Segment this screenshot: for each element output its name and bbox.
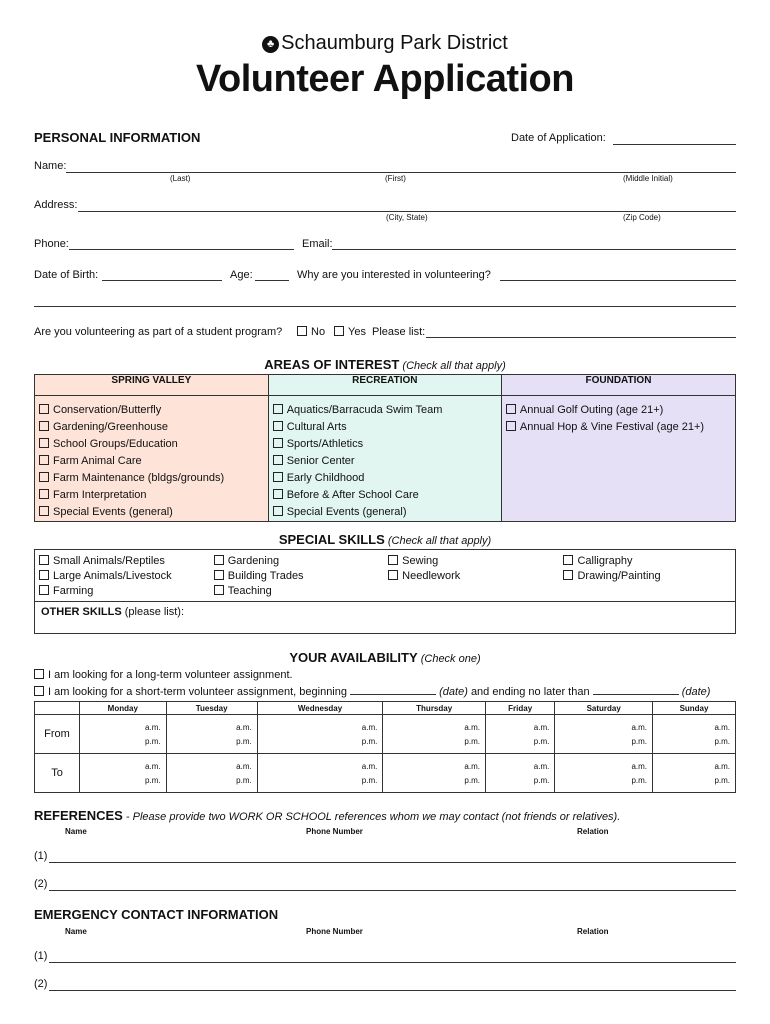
corner-cell xyxy=(35,702,80,715)
areas-of-interest-table xyxy=(34,374,736,522)
day-header: Friday xyxy=(485,702,554,715)
checkbox[interactable] xyxy=(39,585,49,595)
availability-table xyxy=(34,701,736,793)
address-field[interactable] xyxy=(78,211,736,212)
long-term-option[interactable]: I am looking for a long-term volunteer assignment. xyxy=(34,669,293,681)
time-cell[interactable]: a.m. p.m. xyxy=(485,715,554,754)
references-heading: REFERENCES - Please provide two WORK OR SCHOOL references whom we may contact (not friends or relatives). xyxy=(34,808,621,823)
time-cell[interactable]: a.m. p.m. xyxy=(555,754,653,793)
student-program-field[interactable] xyxy=(426,337,736,338)
time-cell[interactable]: a.m. p.m. xyxy=(80,715,167,754)
checkbox[interactable] xyxy=(39,438,49,448)
checkbox[interactable] xyxy=(39,421,49,431)
interest-option[interactable]: Before & After School Care xyxy=(273,487,501,504)
city-state-caption: (City, State) xyxy=(386,213,428,222)
emergency-1-field[interactable] xyxy=(49,962,736,963)
date-of-application-field[interactable] xyxy=(613,144,736,145)
short-term-option[interactable]: I am looking for a short-term volunteer assignment, beginning (date) and ending no later than (date) xyxy=(34,686,710,698)
checkbox[interactable] xyxy=(39,404,49,414)
time-cell[interactable]: a.m. p.m. xyxy=(555,715,653,754)
checkbox[interactable] xyxy=(273,438,283,448)
day-header: Sunday xyxy=(653,702,736,715)
interest-option[interactable]: Cultural Arts xyxy=(273,419,501,436)
why-volunteer-label: Why are you interested in volunteering? xyxy=(297,269,491,281)
org-name: ♣ Schaumburg Park District xyxy=(0,32,770,55)
availability-heading: YOUR AVAILABILITY (Check one) xyxy=(289,650,481,665)
why-volunteer-field-line2[interactable] xyxy=(34,306,736,307)
time-cell[interactable]: a.m. p.m. xyxy=(166,754,257,793)
ref-line-label: (2) xyxy=(34,878,48,890)
skills-column xyxy=(210,550,384,602)
date-of-application-label: Date of Application: xyxy=(511,132,606,144)
day-header: Saturday xyxy=(555,702,653,715)
checkbox[interactable] xyxy=(273,489,283,499)
last-name-caption: (Last) xyxy=(170,174,191,183)
interest-option[interactable]: Special Events (general) xyxy=(39,504,268,521)
end-date-field[interactable] xyxy=(593,694,679,695)
skill-option[interactable]: Sewing xyxy=(388,554,559,569)
address-label: Address: xyxy=(34,199,78,211)
checkbox[interactable] xyxy=(39,570,49,580)
checkbox[interactable] xyxy=(388,555,398,565)
phone-field[interactable] xyxy=(69,249,294,250)
ref-line-label: (1) xyxy=(34,850,48,862)
interest-option[interactable]: Aquatics/Barracuda Swim Team xyxy=(273,402,501,419)
emergency-heading: EMERGENCY CONTACT INFORMATION xyxy=(34,907,279,922)
email-field[interactable] xyxy=(332,249,736,250)
interest-option[interactable]: Early Childhood xyxy=(273,470,501,487)
name-label: Name: xyxy=(34,160,67,172)
interest-option[interactable]: Gardening/Greenhouse xyxy=(39,419,268,436)
special-skills-table xyxy=(34,549,736,634)
yes-checkbox[interactable] xyxy=(334,326,344,336)
other-skills-field[interactable]: OTHER SKILLS (please list): xyxy=(35,602,736,634)
middle-initial-caption: (Middle Initial) xyxy=(623,174,673,183)
skill-option[interactable]: Large Animals/Livestock xyxy=(39,569,210,584)
time-cell[interactable]: a.m. p.m. xyxy=(166,715,257,754)
spring-valley-column xyxy=(35,396,269,522)
checkbox[interactable] xyxy=(563,570,573,580)
checkbox[interactable] xyxy=(214,570,224,580)
why-volunteer-field[interactable] xyxy=(500,280,736,281)
em-relation-col: Relation xyxy=(577,927,609,936)
checkbox[interactable] xyxy=(39,555,49,565)
time-cell[interactable]: a.m. p.m. xyxy=(80,754,167,793)
checkbox[interactable] xyxy=(273,455,283,465)
checkbox[interactable] xyxy=(39,455,49,465)
checkbox[interactable] xyxy=(39,472,49,482)
tree-logo-icon: ♣ xyxy=(262,36,279,53)
em-line-label: (2) xyxy=(34,978,48,990)
checkbox[interactable] xyxy=(39,489,49,499)
skills-column xyxy=(384,550,559,602)
checkbox[interactable] xyxy=(388,570,398,580)
personal-info-heading: PERSONAL INFORMATION xyxy=(34,130,201,145)
student-program-label: Are you volunteering as part of a student program? xyxy=(34,326,283,338)
checkbox[interactable] xyxy=(273,421,283,431)
reference-2-field[interactable] xyxy=(49,890,736,891)
dob-field[interactable] xyxy=(102,280,222,281)
time-cell[interactable]: a.m. p.m. xyxy=(485,754,554,793)
day-header: Monday xyxy=(80,702,167,715)
name-field[interactable] xyxy=(66,172,736,173)
checkbox[interactable] xyxy=(214,585,224,595)
interest-option[interactable]: Annual Golf Outing (age 21+) xyxy=(506,402,735,419)
student-yes-option[interactable]: Yes xyxy=(334,326,366,338)
checkbox[interactable] xyxy=(273,472,283,482)
skill-option[interactable]: Building Trades xyxy=(214,569,384,584)
time-cell[interactable]: a.m. p.m. xyxy=(383,754,486,793)
skills-heading: SPECIAL SKILLS (Check all that apply) xyxy=(278,532,492,547)
time-cell[interactable]: a.m. p.m. xyxy=(653,715,736,754)
skill-option[interactable]: Drawing/Painting xyxy=(563,569,735,584)
foundation-header: FOUNDATION xyxy=(501,375,735,396)
from-row-label: From xyxy=(35,715,80,754)
student-no-option[interactable]: No xyxy=(297,326,325,338)
skill-option[interactable]: Farming xyxy=(39,584,210,599)
spring-valley-header: SPRING VALLEY xyxy=(35,375,269,396)
checkbox[interactable] xyxy=(506,421,516,431)
reference-1-field[interactable] xyxy=(49,862,736,863)
ref-phone-col: Phone Number xyxy=(306,827,363,836)
interest-option[interactable]: Senior Center xyxy=(273,453,501,470)
checkbox[interactable] xyxy=(273,404,283,414)
skills-column xyxy=(35,550,210,602)
skill-option[interactable]: Needlework xyxy=(388,569,559,584)
checkbox[interactable] xyxy=(273,506,283,516)
checkbox[interactable] xyxy=(563,555,573,565)
interest-option[interactable]: Conservation/Butterfly xyxy=(39,402,268,419)
to-row-label: To xyxy=(35,754,80,793)
please-list-label: Please list: xyxy=(372,326,426,338)
skill-option[interactable]: Small Animals/Reptiles xyxy=(39,554,210,569)
interest-option[interactable]: Annual Hop & Vine Festival (age 21+) xyxy=(506,419,735,436)
emergency-2-field[interactable] xyxy=(49,990,736,991)
ref-relation-col: Relation xyxy=(577,827,609,836)
checkbox[interactable] xyxy=(39,506,49,516)
em-name-col: Name xyxy=(65,927,87,936)
em-phone-col: Phone Number xyxy=(306,927,363,936)
areas-heading: AREAS OF INTEREST (Check all that apply) xyxy=(264,357,506,372)
checkbox[interactable] xyxy=(34,669,44,679)
day-header: Tuesday xyxy=(166,702,257,715)
ref-name-col: Name xyxy=(65,827,87,836)
interest-option[interactable]: School Groups/Education xyxy=(39,436,268,453)
interest-option[interactable]: Farm Maintenance (bldgs/grounds) xyxy=(39,470,268,487)
recreation-column xyxy=(268,396,501,522)
age-label: Age: xyxy=(230,269,253,281)
foundation-column xyxy=(501,396,735,522)
time-cell[interactable]: a.m. p.m. xyxy=(653,754,736,793)
email-label: Email: xyxy=(302,238,333,250)
checkbox[interactable] xyxy=(214,555,224,565)
skill-option[interactable]: Gardening xyxy=(214,554,384,569)
day-header: Thursday xyxy=(383,702,486,715)
time-cell[interactable]: a.m. p.m. xyxy=(257,754,383,793)
skill-option[interactable]: Teaching xyxy=(214,584,384,599)
checkbox[interactable] xyxy=(34,686,44,696)
zip-code-caption: (Zip Code) xyxy=(623,213,661,222)
dob-label: Date of Birth: xyxy=(34,269,99,281)
page-title: Volunteer Application xyxy=(196,58,574,100)
em-line-label: (1) xyxy=(34,950,48,962)
phone-label: Phone: xyxy=(34,238,69,250)
skills-column xyxy=(559,550,735,602)
recreation-header: RECREATION xyxy=(268,375,501,396)
time-cell[interactable]: a.m. p.m. xyxy=(383,715,486,754)
interest-option[interactable]: Farm Interpretation xyxy=(39,487,268,504)
skill-option[interactable]: Calligraphy xyxy=(563,554,735,569)
no-checkbox[interactable] xyxy=(297,326,307,336)
age-field[interactable] xyxy=(255,280,289,281)
interest-option[interactable]: Farm Animal Care xyxy=(39,453,268,470)
time-cell[interactable]: a.m. p.m. xyxy=(257,715,383,754)
interest-option[interactable]: Sports/Athletics xyxy=(273,436,501,453)
checkbox[interactable] xyxy=(506,404,516,414)
first-name-caption: (First) xyxy=(385,174,406,183)
day-header: Wednesday xyxy=(257,702,383,715)
interest-option[interactable]: Special Events (general) xyxy=(273,504,501,521)
begin-date-field[interactable] xyxy=(350,694,436,695)
